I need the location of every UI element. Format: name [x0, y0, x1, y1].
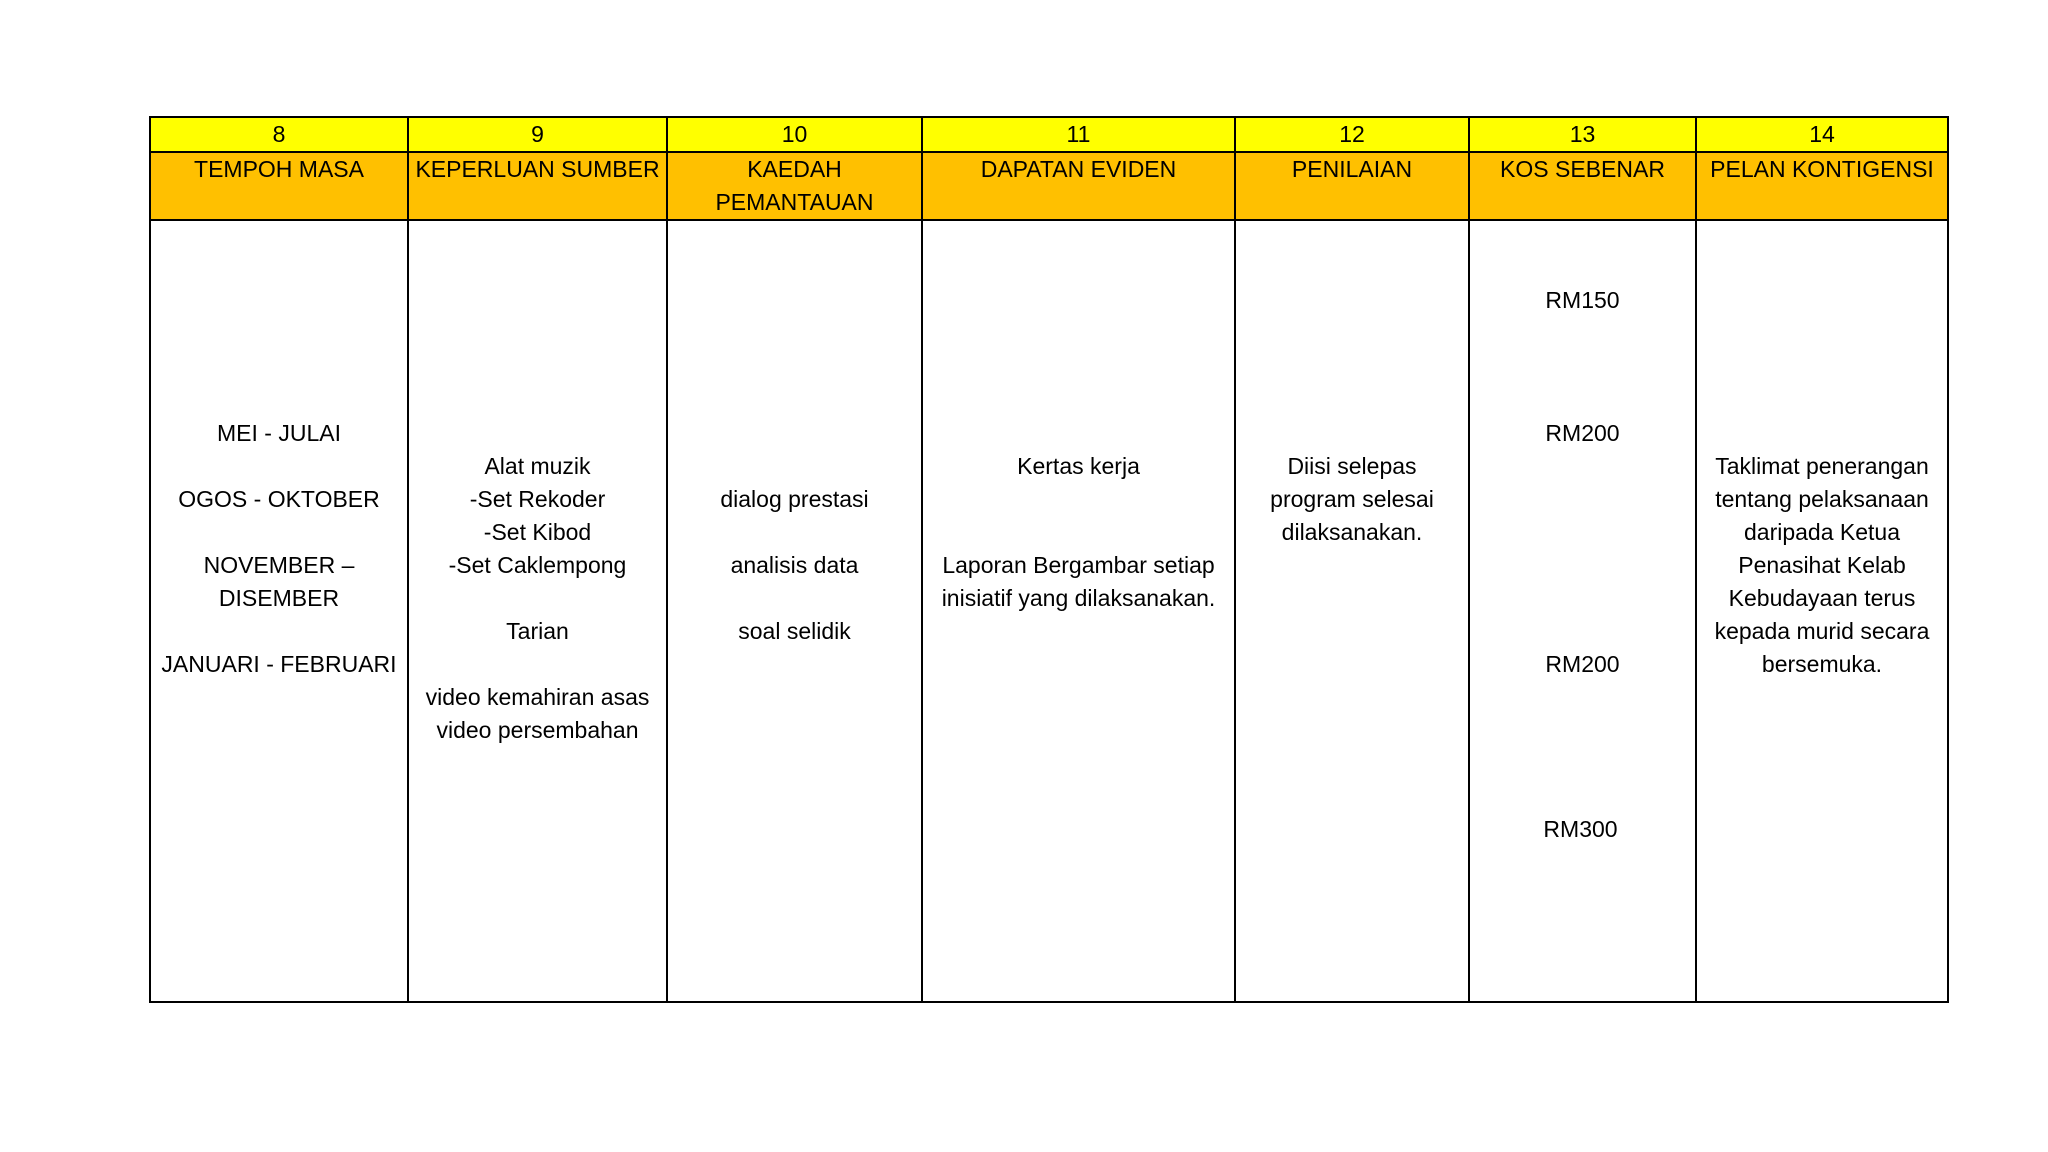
kos-value: RM200 [1545, 420, 1620, 446]
cell-kos-sebenar [1469, 220, 1696, 1002]
penilaian-lines [1236, 450, 1468, 549]
kos-value: RM300 [1543, 816, 1618, 842]
header-kos-sebenar: KOS SEBENAR [1469, 152, 1696, 220]
sumber-line: video kemahiran asas [425, 684, 650, 710]
kontigensi-line: Kebudayaan terus [1728, 585, 1916, 611]
sumber-line: video persembahan [436, 717, 639, 743]
penilaian-line: program selesai [1270, 486, 1434, 512]
column-number-12: 12 [1235, 117, 1469, 152]
tempoh-line: OGOS - OKTOBER [178, 486, 380, 512]
column-number-9: 9 [408, 117, 667, 152]
eviden-line: inisiatif yang dilaksanakan. [941, 585, 1216, 611]
kos-value: RM150 [1545, 287, 1620, 313]
sumber-line: -Set Kibod [483, 519, 592, 545]
cell-penilaian [1235, 220, 1469, 1002]
column-number-11: 11 [922, 117, 1235, 152]
eviden-line: Laporan Bergambar setiap [942, 552, 1215, 578]
tempoh-masa-lines [151, 417, 407, 681]
column-number-row [150, 117, 1948, 152]
column-number-13: 13 [1469, 117, 1696, 152]
column-number-10: 10 [667, 117, 922, 152]
column-number-14: 14 [1696, 117, 1948, 152]
tempoh-line: JANUARI - FEBRUARI [161, 651, 397, 677]
tempoh-line: NOVEMBER – [203, 552, 355, 578]
kaedah-line: dialog prestasi [720, 486, 869, 512]
header-tempoh-masa: TEMPOH MASA [150, 152, 408, 220]
cell-kaedah-pemantauan [667, 220, 922, 1002]
column-number-8: 8 [150, 117, 408, 152]
header-dapatan-eviden: DAPATAN EVIDEN [922, 152, 1235, 220]
penilaian-line: dilaksanakan. [1281, 519, 1423, 545]
penilaian-line: Diisi selepas [1287, 453, 1417, 479]
header-penilaian: PENILAIAN [1235, 152, 1469, 220]
cell-keperluan-sumber [408, 220, 667, 1002]
pelan-kontigensi-lines [1697, 450, 1947, 681]
header-keperluan-sumber: KEPERLUAN SUMBER [408, 152, 667, 220]
kaedah-line: soal selidik [738, 618, 851, 644]
tempoh-line: DISEMBER [218, 585, 340, 611]
keperluan-sumber-lines [409, 450, 666, 747]
header-pelan-kontigensi: PELAN KONTIGENSI [1696, 152, 1948, 220]
kontigensi-line: Taklimat penerangan [1715, 453, 1929, 479]
cell-pelan-kontigensi [1696, 220, 1948, 1002]
kontigensi-line: tentang pelaksanaan [1715, 486, 1929, 512]
sumber-line: Tarian [506, 618, 569, 644]
cell-tempoh-masa [150, 220, 408, 1002]
kontigensi-line: daripada Ketua [1743, 519, 1900, 545]
kaedah-pemantauan-lines [668, 483, 921, 648]
content-row [150, 220, 1948, 1002]
tempoh-line: MEI - JULAI [217, 420, 341, 446]
sumber-line: -Set Caklempong [448, 552, 627, 578]
cell-dapatan-eviden [922, 220, 1235, 1002]
eviden-line: Kertas kerja [1017, 453, 1140, 479]
kos-value: RM200 [1545, 651, 1620, 677]
sumber-line: Alat muzik [484, 453, 591, 479]
kontigensi-line: bersemuka. [1761, 651, 1883, 677]
column-header-row [150, 152, 1948, 220]
planning-table [149, 116, 1949, 1003]
kaedah-line: analisis data [730, 552, 859, 578]
sumber-line: -Set Rekoder [469, 486, 606, 512]
kontigensi-line: kepada murid secara [1714, 618, 1930, 644]
header-kaedah-pemantauan: KAEDAH PEMANTAUAN [667, 152, 922, 220]
kontigensi-line: Penasihat Kelab [1738, 552, 1906, 578]
dapatan-eviden-lines [923, 450, 1234, 615]
